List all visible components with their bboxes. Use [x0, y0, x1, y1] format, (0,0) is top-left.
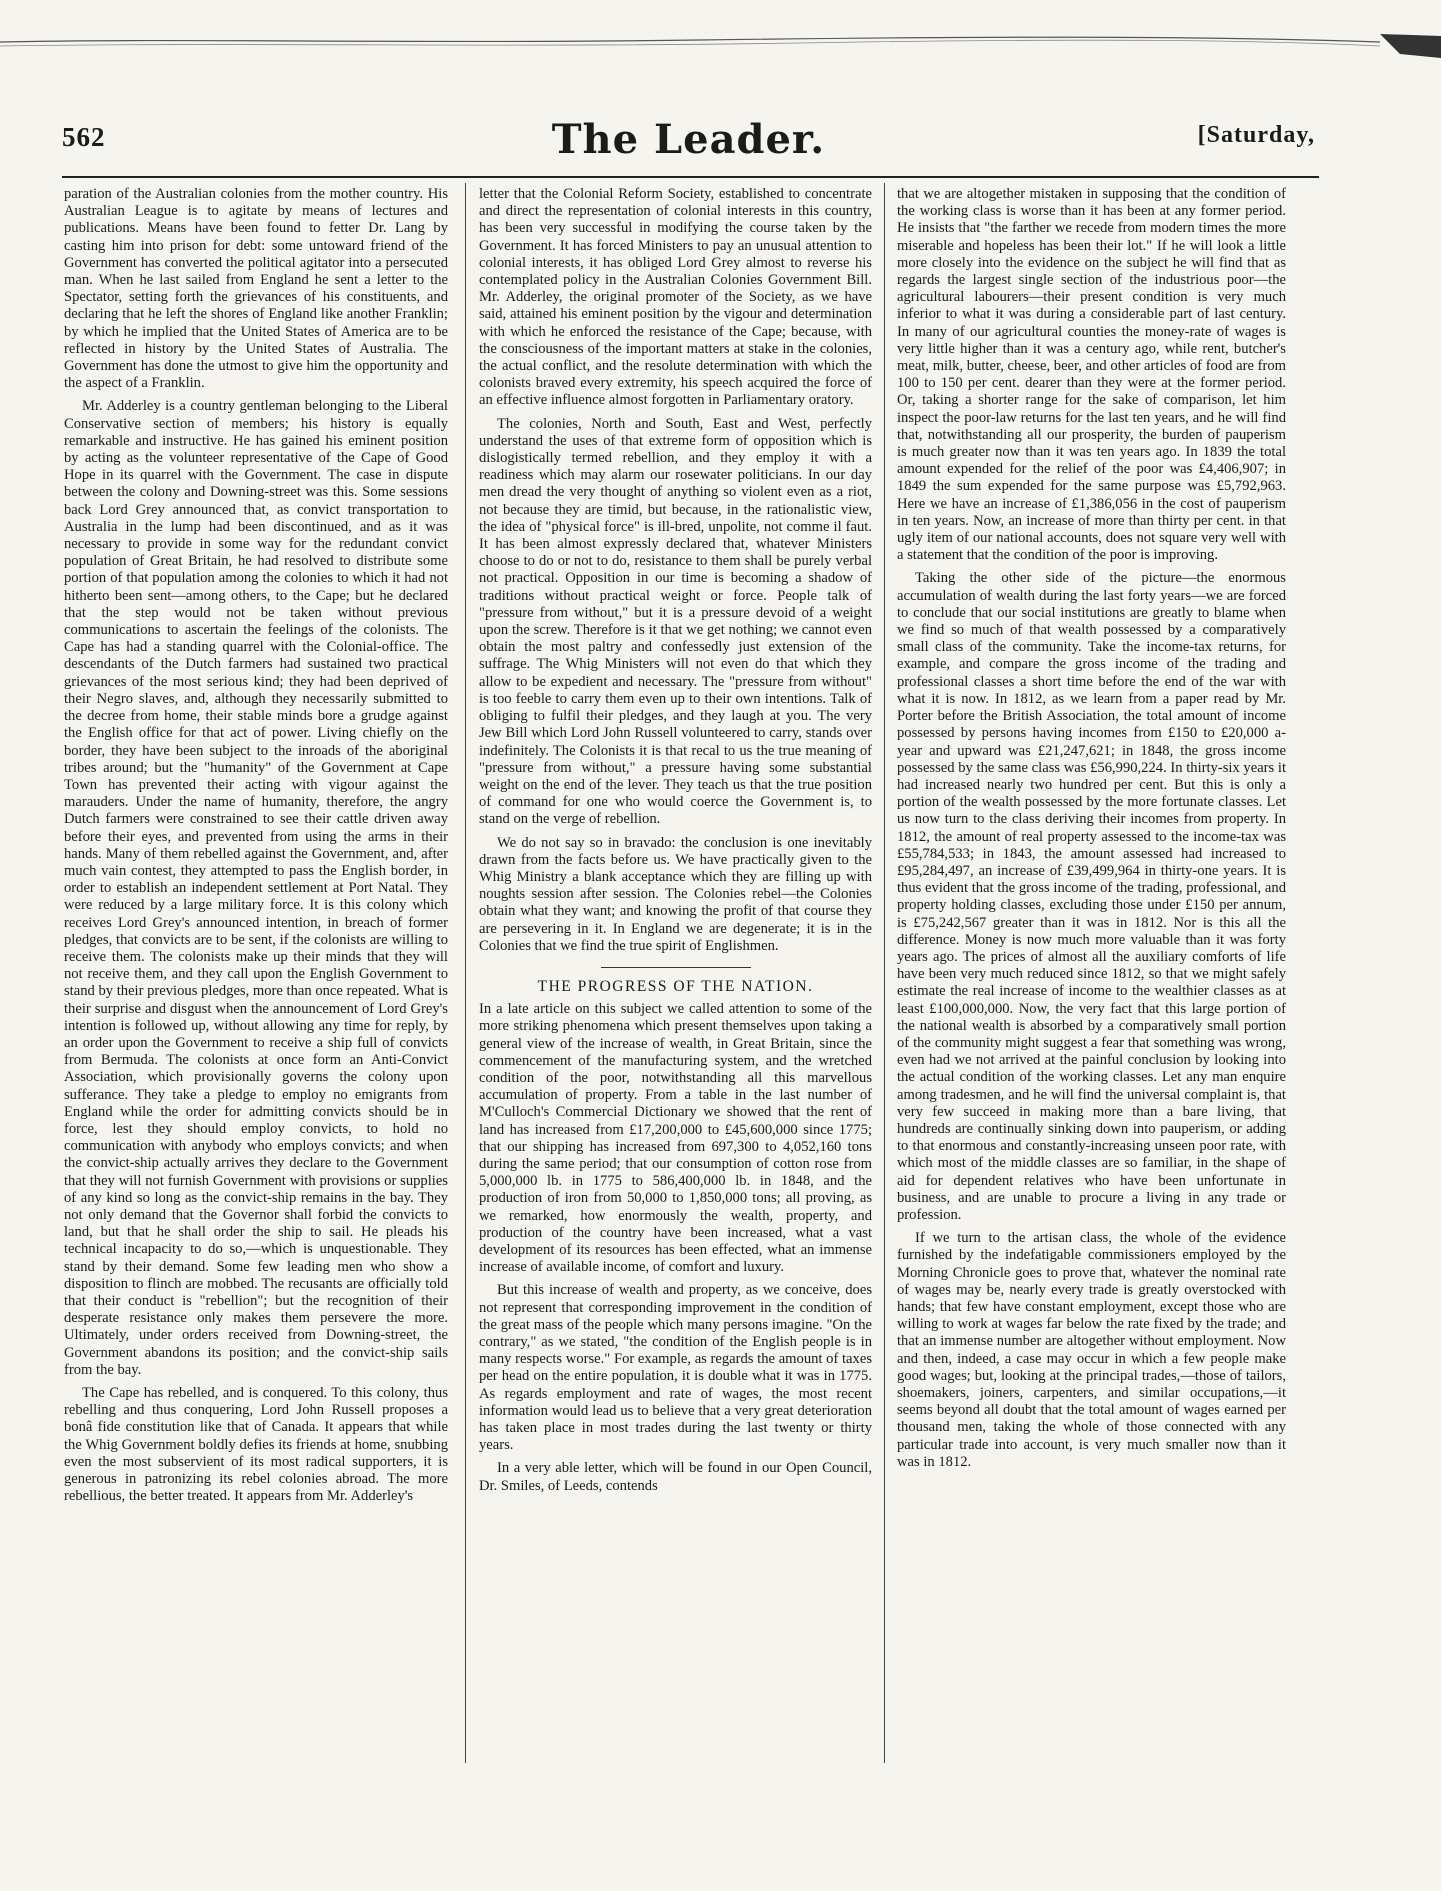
paragraph: In a late article on this subject we called attention to some of the more striking phenomena which present themselves upon taking a general view of the increase of wealth, in Great Britain, since the commencement of the manufacturing system, and the wretched condition of the poor, notwithstanding all this marvellous accumulation of property. From a table in the last number of M'Culloch's Commercial Dictionary we showed that the rent of land has increased from £17,200,000 to £45,600,000 since 1775; that our shipping has increased from 697,300 to 4,052,160 tons during the same period; that our consumption of cotton rose from 5,000,000 lb. in 1775 to 586,400,000 lb. in 1848, and the production of iron from 50,000 to 1,850,000 tons; all proving, as we remarked, how enormously the wealth, property, and production of the country have been increased, what a vast development of its resources has been effected, what an immense increase of available income, of comfort and luxury. [479, 1001, 872, 1276]
page-number: 562 [62, 122, 106, 152]
column-divider [465, 183, 466, 1763]
section-separator [601, 967, 751, 968]
paragraph: Mr. Adderley is a country gentleman belonging to the Liberal Conservative section of members; his history is equally remarkable and instructive. He has gained his eminent position by acting as the volunteer representative of the Cape of Good Hope in its quarrel with the Government. The case in dispute between the colony and Downing-street was this. Some sessions back Lord Grey announced that, as convict transportation to Australia in the lump had been discontinued, and as it was necessary to provide in some way for the redundant convict population of Great Britain, he had resolved to distribute some portion of that population among the colonies to which it had not hitherto been sent—among others, to the Cape; but he declared that the step would not be taken without previous communications to ascertain the feelings of the colonists. The Cape has had a standing quarrel with the Colonial-office. The descendants of the Dutch farmers had sustained two practical grievances of the most serious kind; they had been deprived of their Negro slaves, and, although they necessarily submitted to the decree from home, their stable minds bore a grudge against the English office for that act of power. Living chiefly on the border, they have been subject to the inroads of the aboriginal tribes around; but the "humanity" of the Government at Cape Town has prevented their acting with vigour against the marauders. Under the name of humanity, therefore, the angry Dutch farmers were constrained to see their cattle driven away before their eyes, and prevented from using the arms in their hands. Many of them rebelled against the Government, and, after much vain contest, they attempted to pass the English border, in order to establish an independent settlement at Port Natal. They were reduced by a large military force. It is this colony which receives Lord Grey's announced intention, in breach of former pledges, that convicts are to be sent, if the colonists are willing to receive them. The colonists make up their minds that they will not receive them, and they call upon the English Government to stand by their previous pledges, more than once repeated. What is their surprise and disgust when the announcement of Lord Grey's intention is followed up, without allowing any time for reply, by an order upon the Government to receive a ship full of convicts from Bermuda. The colonists at once form an Anti-Convict Association, which provisionally governs the colony upon sufferance. They take a pledge to employ no emigrants from England while the order for admitting convicts should be in force, lest they should employ convicts, to hold no communication with anybody who employs convicts; and when the convict-ship actually arrives they declare to the Government that they will not furnish Government with provisions or supplies of any kind so long as the convict-ship remains in the bay. They not only demand that the Governor shall forbid the convicts to land, but that he shall order the ship to sail. He pleads his technical incapacity to do so,—which is unquestionable. They stand by their demand. Some few leading men who show a disposition to flinch are mobbed. The recusants are officially told that their conduct is "rebellion"; but the recognition of their desperate resistance only makes them persevere the more. Ultimately, under orders received from Downing-street, the Government abandons its position; and the convict-ship sails from the bay. [64, 398, 448, 1378]
column-divider [884, 183, 885, 1763]
paragraph: paration of the Australian colonies from the mother country. His Australian League is to agitate by means of lectures and publications. Means have been found to fetter Dr. Lang by casting him into prison for debt: some untoward friend of the Government has converted the political agitator into a persecuted man. When he last sailed from England he sent a letter to the Spectator, setting forth the grievances of his constituents, and declaring that he left the shores of England like another Franklin; by which he implied that the United States of America are to be reflected in history by the United States of Australia. The Government has done the utmost to give him the opportunity and the aspect of a Franklin. [64, 186, 448, 392]
paragraph: that we are altogether mistaken in supposing that the condition of the working class is worse than it has been at any former period. He insists that "the farther we recede from modern times the more miserable and hopeless has been their lot." If he will look a little more closely into the evidence on the subject he will find that as regards the largest single section of the industrious poor—the agricultural labourers—their present condition is very much inferior to what it was during a considerable part of last century. In many of our agricultural counties the money-rate of wages is very little higher than it was a century ago, while rent, butcher's meat, milk, butter, cheese, beer, and other articles of food are from 100 to 150 per cent. dearer than they were at the former period. Or, taking a shorter range for the sake of comparison, let him inspect the poor-law returns for the last ten years, and he will find that, notwithstanding all our prosperity, the burden of pauperism is much greater now than it was ten years ago. In 1839 the total amount expended for the relief of the poor was £4,406,907; in 1849 the sum expended for the same purpose was £5,792,963. Here we have an increase of £1,386,056 in the cost of pauperism in ten years. Now, an increase of more than thirty per cent. in that ugly item of our national accounts, does not square very well with a statement that the condition of the poor is improving. [897, 186, 1286, 564]
paragraph: The Cape has rebelled, and is conquered. To this colony, thus rebelling and thus conquering, Lord John Russell proposes a bonâ fide constitution like that of Canada. It appears that while the Whig Government boldly defies its friends at home, snubbing even the most subservient of its most radical supporters, it is generous in patronizing its rebel colonies abroad. The more rebellious, the better treated. It appears from Mr. Adderley's [64, 1385, 448, 1505]
paragraph: We do not say so in bravado: the conclusion is one inevitably drawn from the facts before us. We have practically given to the Whig Ministry a blank acceptance which they are filling up with noughts session after session. The Colonies rebel—the Colonies obtain what they want; and knowing the profit of that course they are persevering in it. In England we are degenerate; it is in the Colonies that we find the true spirit of Englishmen. [479, 834, 872, 954]
issue-day: [Saturday, [1197, 122, 1315, 148]
column-2 [479, 186, 872, 1501]
header-rule [62, 176, 1319, 178]
paragraph: letter that the Colonial Reform Society, established to concentrate and direct the representation of colonial interests in this country, has been very successful in modifying the course taken by the Government. It has forced Ministers to pay an unusual attention to colonial interests, it has obliged Lord Grey almost to reverse his contemplated policy in the Australian Colonies Government Bill. Mr. Adderley, the original promoter of the Society, as we have said, attained his eminent position by the vigour and determination with which he enforced the resistance of the Cape; because, with the consciousness of the important matters at stake in the colonies, the actual conflict, and the resolute determination with which the colonists braved every extremity, his speech acquired the force of an effective influence almost forgotten in Parliamentary oratory. [479, 186, 872, 409]
scan-edge [0, 28, 1441, 60]
column-3 [897, 186, 1286, 1477]
paragraph: But this increase of wealth and property, as we conceive, does not represent that corresponding improvement in the condition of the great mass of the people which many persons imagine. "On the contrary," as we stated, "the condition of the English people is in many respects worse." For example, as regards the amount of taxes per head on the entire population, it is double what it was in 1775. As regards employment and rate of wages, the most recent information would lead us to believe that a very great deterioration has taken place in most trades during the last twenty or thirty years. [479, 1282, 872, 1454]
newspaper-title: The Leader. [551, 116, 826, 163]
paragraph: If we turn to the artisan class, the whole of the evidence furnished by the indefatigable commissioners employed by the Morning Chronicle goes to prove that, whatever the nominal rate of wages may be, nearly every trade is greatly overstocked with hands; that few have constant employment, except those who are willing to work at wages far below the rate fixed by the trade; and that an immense number are altogether without employment. Now and then, indeed, a case may occur in which a few people make good wages; but, looking at the principal trades,—those of tailors, shoemakers, joiners, carpenters, and similar occupations,—it seems beyond all doubt that the total amount of wages earned per thousand men, taking the whole of those connected with any particular trade into account, is very much smaller now than it was in 1812. [897, 1230, 1286, 1470]
paragraph: In a very able letter, which will be found in our Open Council, Dr. Smiles, of Leeds, contends [479, 1460, 872, 1494]
masthead [62, 116, 1315, 164]
column-1 [64, 186, 448, 1511]
article-heading: THE PROGRESS OF THE NATION. [537, 977, 814, 995]
paragraph: The colonies, North and South, East and West, perfectly understand the uses of that extreme form of opposition which is dislogistically termed rebellion, and they employ it with a readiness which may alarm our rosewater politicians. In our day men dread the very thought of anything so violent even as a riot, not because they are timid, but because, in the rationalistic view, the idea of "physical force" is ill-bred, unpolite, not comme il faut. It has been almost expressly declared that, whatever Ministers choose to do or not to do, resistance to them shall be purely verbal not practical. Opposition in our time is becoming a shadow of traditions without practical weight or force. People talk of "pressure from without," but it is a pressure devoid of a weight upon the screw. Therefore is it that we get nothing; we cannot even obtain the most paltry and confessedly just extension of the suffrage. The Whig Ministers will not even do that which they allow to be expedient and necessary. The "pressure from without" is too feeble to carry them even up to their own intentions. Talk of obliging to fulfil their pledges, and they laugh at you. The very Jew Bill which Lord John Russell volunteered to carry, stands over indefinitely. The Colonists it is that recal to us the true meaning of "pressure from without," a pressure having some substantial weight on the end of the lever. They teach us that the true position of command for one who would coerce the Government is, to stand on the verge of rebellion. [479, 415, 872, 828]
paragraph: Taking the other side of the picture—the enormous accumulation of wealth during the last forty years—we are forced to conclude that our social institutions are greatly to blame when we find so much of that wealth possessed by a comparatively small class of the community. Take the income-tax returns, for example, and compare the gross income of the trading and professional classes a short time before the end of the war with what it is now. In 1812, as we learn from a paper read by Mr. Porter before the British Association, the total amount of income possessed by persons having incomes from £150 to £20,000 a-year and upward was £21,247,621; in 1848, the gross income possessed by the same class was £56,990,224. In thirty-six years it had increased nearly two hundred per cent. But this is only a portion of the wealth possessed by the more fortunate classes. Let us now turn to the class deriving their incomes from property. In 1812, the amount of real property assessed to the income-tax was £55,784,533; in 1843, the amount assessed had increased to £95,284,497, an increase of £39,499,964 in thirty-one years. It is thus evident that the gross income of the trading, professional, and property holding classes, excluding those under £150 per annum, is £75,242,567 greater than it was in 1812. Nor is this all the difference. Money is now much more valuable than it was forty years ago. The prices of almost all the auxiliary comforts of life have been very much reduced since 1812, so that we might safely estimate the real increase of income to the wealthier classes as at least £100,000,000. Now, the very fact that this large portion of the national wealth is absorbed by a comparatively small portion of the community might suggest a fear that something was wrong, even had we not arrived at the painful conclusion by looking into the actual condition of the working classes. Let any man enquire among tradesmen, and he will find the universal complaint is, that very few succeed in making more than a bare living, that hundreds are continually sinking down into pauperism, or adding to that enormous and constantly-increasing unseen poor rate, with which most of the middle classes are so familiar, in the shape of aid for dependent relatives who have been unfortunate in business, and are unable to procure a living in any trade or profession. [897, 570, 1286, 1223]
